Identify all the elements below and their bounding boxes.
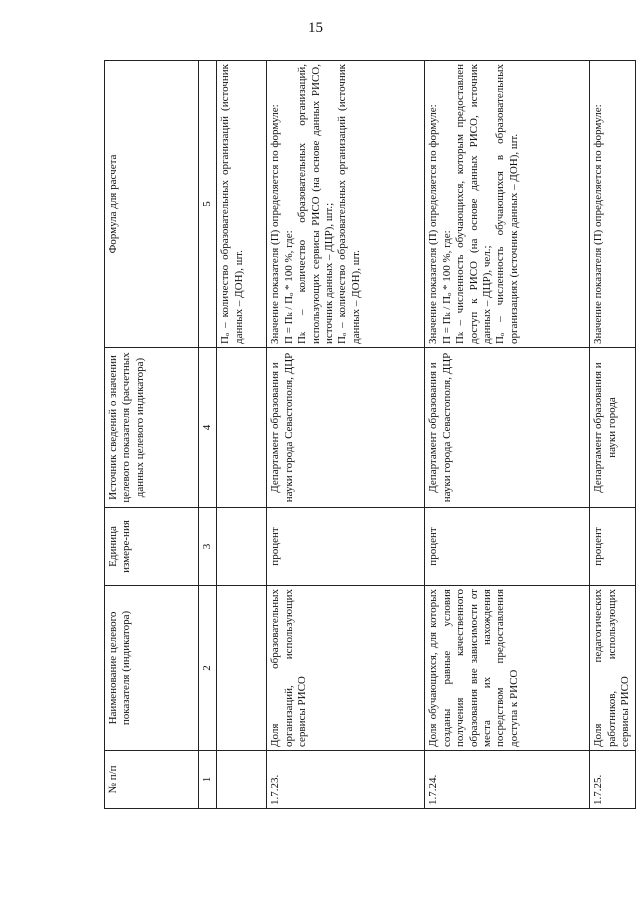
row-name: Доля педагогических работников, использующих сервисы РИСО — [590, 586, 635, 751]
row-formula — [590, 61, 635, 348]
row-unit: процент — [425, 508, 590, 586]
header-num: № п/п — [105, 751, 199, 809]
column-number: 1 — [199, 751, 217, 809]
formula-line: П = Пₖ / Пₒ * 100 %, где: — [282, 230, 295, 344]
row-source: Департамент образования и науки города Севастополя, ДЦР — [267, 348, 425, 508]
formula-line: Значение показателя (П) определяется по формуле: — [592, 104, 605, 344]
table-viewport — [104, 61, 632, 809]
row-formula — [425, 61, 590, 348]
formula-line: Пₒ – численность обучающихся в образовательных организациях (источник данных – ДОН), шт. — [494, 64, 520, 344]
table-row — [267, 61, 425, 809]
row-name: Доля образовательных организаций, использующих сервисы РИСО — [267, 586, 425, 751]
row-unit: процент — [590, 508, 635, 586]
row-unit: процент — [267, 508, 425, 586]
column-number: 3 — [199, 508, 217, 586]
indicators-table — [104, 60, 636, 809]
column-number: 4 — [199, 348, 217, 508]
row-num: 1.7.25. — [590, 751, 635, 809]
formula-line: Пₖ – количество образовательных организаций, использующих сервисы РИСО (на основе данных РИСО, источник данных – ДЦР), шт.; — [296, 64, 336, 344]
table-row — [425, 61, 590, 809]
row-name — [217, 586, 267, 751]
formula-line: Значение показателя (П) определяется по формуле: — [269, 104, 282, 344]
formula-line: Пₒ – количество образовательных организаций (источник данных – ДОН), шт. — [219, 64, 245, 344]
formula-line: П = Пₖ / Пₒ * 100 %, где: — [440, 230, 453, 344]
row-source: Департамент образования и науки города Севастополя, ДЦР — [425, 348, 590, 508]
row-num: 1.7.24. — [425, 751, 590, 809]
formula-line: Пₒ – количество образовательных организаций (источник данных – ДОН), шт. — [336, 64, 362, 344]
column-number: 2 — [199, 586, 217, 751]
row-name: Доля обучающихся, для которых созданы равные условия получения качественного образования вне зависимости от места их нахождения посредством предоставления доступа к РИСО — [425, 586, 590, 751]
formula-line: Пₖ – численность обучающихся, которым предоставлен доступ к РИСО (на основе данных РИСО, источник данных – ДЦР), чел.; — [454, 64, 494, 344]
column-number-row — [199, 61, 217, 809]
table-row — [217, 61, 267, 809]
header-formula: Формула для расчета — [105, 61, 199, 348]
row-formula — [217, 61, 267, 348]
header-unit: Единица измере-ния — [105, 508, 199, 586]
formula-line: Значение показателя (П) определяется по формуле: — [427, 104, 440, 344]
row-formula — [267, 61, 425, 348]
page-number: 15 — [308, 20, 323, 36]
row-unit — [217, 508, 267, 586]
column-number: 5 — [199, 61, 217, 348]
table-header-row — [105, 61, 199, 809]
table-row — [590, 61, 635, 809]
row-source — [217, 348, 267, 508]
row-source: Департамент образования и науки города — [590, 348, 635, 508]
header-name: Наименование целевого показателя (индикатора) — [105, 586, 199, 751]
row-num — [217, 751, 267, 809]
row-num: 1.7.23. — [267, 751, 425, 809]
header-source: Источник сведений о значении целевого показателя (расчетных данных целевого индикатора) — [105, 348, 199, 508]
